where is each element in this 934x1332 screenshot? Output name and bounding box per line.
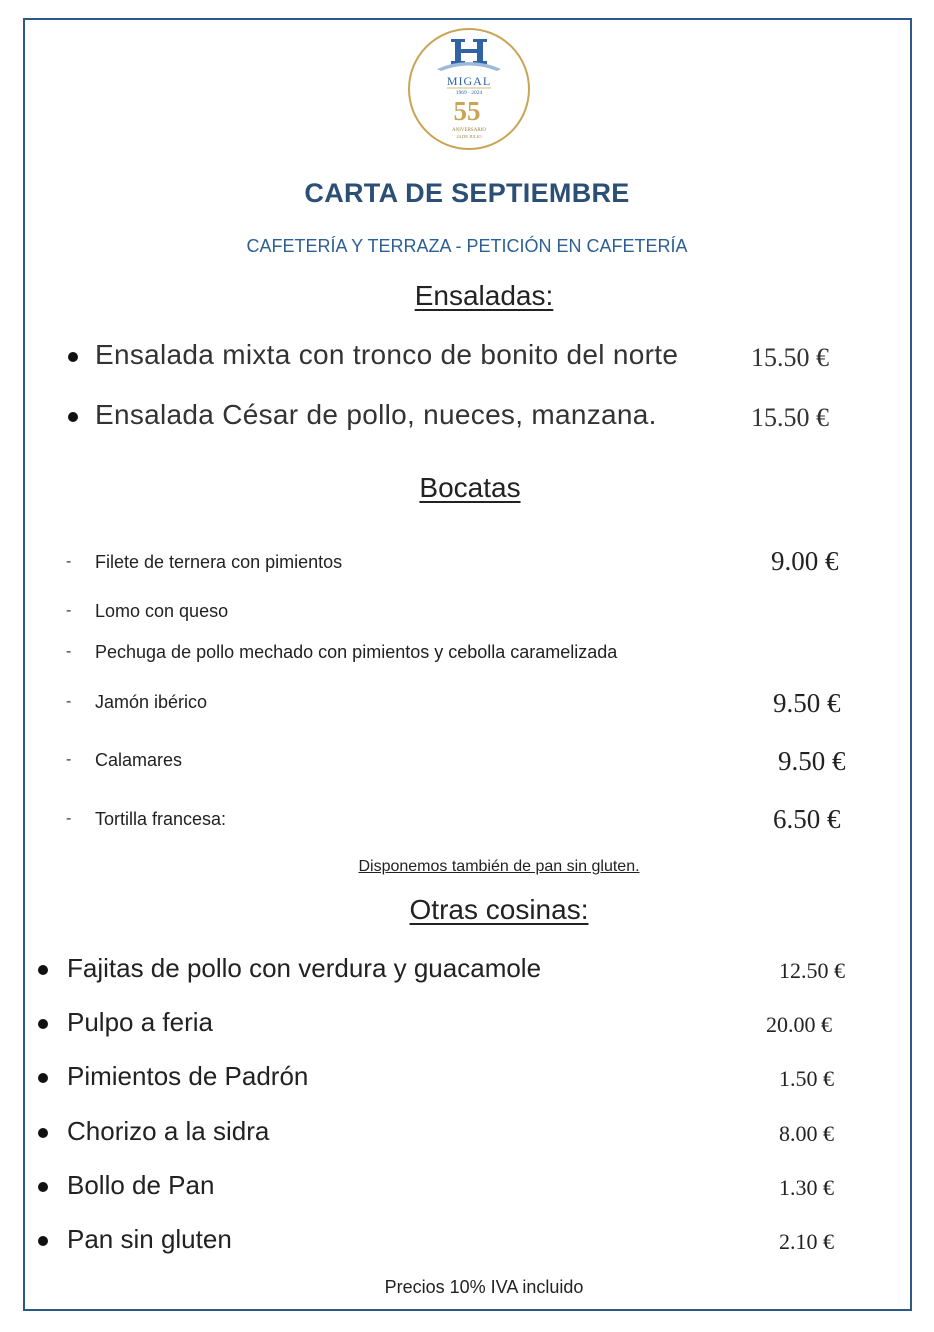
otras-item-name: Bollo de Pan bbox=[67, 1170, 215, 1200]
section-heading-ensaladas: Ensaladas: bbox=[414, 280, 554, 311]
bocata-item-name: Lomo con queso bbox=[95, 601, 229, 621]
dash-marker: - bbox=[66, 643, 72, 660]
section-heading-otras: Otras cosinas: bbox=[409, 894, 589, 925]
gluten-free-note: Disponemos también de pan sin gluten. bbox=[358, 858, 640, 875]
otras-item-price: 1.30 € bbox=[779, 1175, 834, 1200]
dash-marker: - bbox=[66, 693, 72, 710]
otras-item-price: 2.10 € bbox=[779, 1229, 834, 1254]
bullet bbox=[38, 1128, 48, 1138]
otras-item-name: Fajitas de pollo con verdura y guacamole bbox=[67, 953, 542, 983]
salad-item-price: 15.50 € bbox=[751, 343, 829, 372]
bullet bbox=[38, 1236, 48, 1246]
migal-logo bbox=[407, 27, 531, 151]
section-heading-bocatas: Bocatas bbox=[419, 472, 521, 503]
otras-item-name: Pimientos de Padrón bbox=[67, 1061, 309, 1091]
dash-marker: - bbox=[66, 810, 72, 827]
bullet bbox=[38, 1182, 48, 1192]
bullet bbox=[38, 965, 48, 975]
bocata-item-price: 6.50 € bbox=[773, 804, 841, 834]
otras-item-price: 8.00 € bbox=[779, 1121, 834, 1146]
otras-item-name: Chorizo a la sidra bbox=[67, 1116, 270, 1146]
bocata-item-name: Calamares bbox=[95, 750, 183, 770]
dash-marker: - bbox=[66, 602, 72, 619]
page-subtitle: CAFETERÍA Y TERRAZA - PETICIÓN EN CAFETERÍA bbox=[246, 236, 688, 256]
otras-item-price: 12.50 € bbox=[779, 958, 845, 983]
salad-item-name: Ensalada César de pollo, nueces, manzana. bbox=[95, 399, 657, 430]
bocata-item-price: 9.50 € bbox=[773, 688, 841, 718]
logo-aniversario: ANIVERSARIO bbox=[452, 128, 486, 133]
bocata-item-name: Pechuga de pollo mechado con pimientos y cebolla caramelizada bbox=[95, 642, 618, 662]
salad-item-price: 15.50 € bbox=[751, 403, 829, 432]
bullet bbox=[38, 1073, 48, 1083]
dash-marker: - bbox=[66, 751, 72, 768]
otras-item-price: 20.00 € bbox=[766, 1012, 832, 1037]
logo-date: 24 DE JULIO bbox=[456, 134, 482, 139]
otras-item-name: Pulpo a feria bbox=[67, 1007, 213, 1037]
footer-vat-note: Precios 10% IVA incluido bbox=[384, 1277, 584, 1297]
logo-years: 1969 · 2024 bbox=[455, 90, 483, 96]
bocata-item-name: Tortilla francesa: bbox=[95, 809, 227, 829]
logo-55: 55 bbox=[453, 96, 481, 126]
otras-item-price: 1.50 € bbox=[779, 1066, 834, 1091]
dash-marker: - bbox=[66, 553, 72, 570]
bocata-item-name: Jamón ibérico bbox=[95, 692, 208, 712]
bocata-item-name: Filete de ternera con pimientos bbox=[95, 552, 343, 572]
page-title: CARTA DE SEPTIEMBRE bbox=[304, 178, 630, 208]
logo-brand: MIGAL bbox=[446, 74, 492, 88]
bullet bbox=[68, 352, 78, 362]
otras-item-name: Pan sin gluten bbox=[67, 1224, 232, 1254]
bocata-item-price: 9.50 € bbox=[778, 746, 846, 776]
bullet bbox=[68, 412, 78, 422]
salad-item-name: Ensalada mixta con tronco de bonito del norte bbox=[95, 339, 679, 370]
bullet bbox=[38, 1019, 48, 1029]
bocata-item-price: 9.00 € bbox=[771, 546, 839, 576]
